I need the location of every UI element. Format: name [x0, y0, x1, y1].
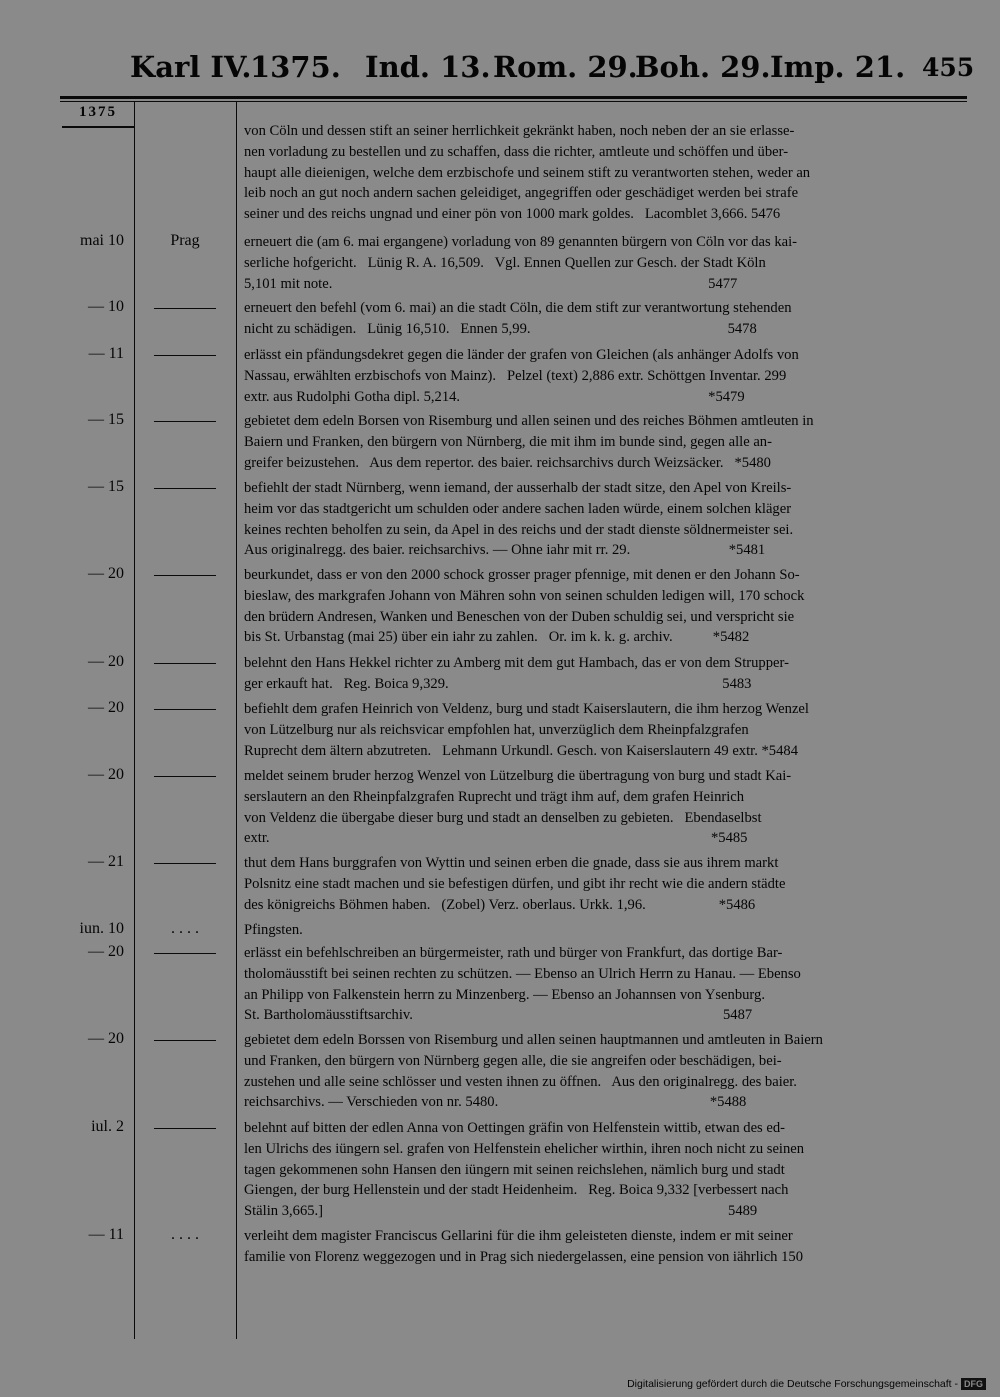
entry-text	[244, 411, 967, 473]
entry-line: greifer beizustehen. Aus dem repertor. des baier. reichsarchivs durch Weizsäcker. *5480	[244, 454, 771, 471]
entry-date: — 20	[88, 943, 124, 960]
entry-place	[140, 1118, 230, 1136]
running-header	[130, 50, 975, 90]
entry-place: . . . .	[171, 920, 199, 937]
entry-date: — 20	[88, 699, 124, 716]
entry-line: gebietet dem edeln Borsen von Risemburg und allen seinen und des reiches Böhmen amtleuten in	[244, 413, 814, 429]
entry-line: von Lützelburg nur als reichsvicar empfohlen hat, unverzüglich dem Rheinpfalzgrafen	[244, 721, 749, 738]
entry-place	[140, 766, 230, 784]
entry-place: Prag	[170, 232, 200, 249]
entry-place	[140, 565, 230, 583]
entry-text	[244, 1118, 967, 1222]
entry-line: bis St. Urbanstag (mai 25) über ein iahr zu zahlen. Or. im k. k. g. archiv. *5482	[244, 629, 750, 646]
ditto-dash	[154, 488, 216, 489]
entry-line: serliche hofgericht. Lünig R. A. 16,509. Vgl. Ennen Quellen zur Gesch. der Stadt Köln	[244, 254, 766, 271]
entry-line: von Cöln und dessen stift an seiner herrlichkeit gekränkt haben, noch neben der an sie erlasse-	[244, 123, 795, 139]
entry-place: . . . .	[171, 1226, 199, 1243]
entry-line: meldet seinem bruder herzog Wenzel von Lützelburg die übertragung von burg und stadt Kai-	[244, 768, 792, 784]
entry-line: erlässt ein befehlschreiben an bürgermeister, rath und bürger von Frankfurt, das dortige Bar-	[244, 945, 783, 961]
header-rule	[60, 96, 967, 99]
entry-text	[244, 232, 967, 294]
entry-line: befiehlt der stadt Nürnberg, wenn iemand, der ausserhalb der stadt sitze, den Apel von Kreils-	[244, 480, 792, 496]
entry-line: serslautern an den Rheinpfalzgrafen Ruprecht und trägt ihm auf, dem grafen Heinrich	[244, 788, 745, 805]
entry-line: und Franken, den bürgern von Nürnberg gegen alle, die sie angreifen oder beschädigen, bei-	[244, 1052, 782, 1069]
header-rom: Rom. 29.	[493, 50, 638, 84]
entry-date: — 10	[88, 298, 124, 315]
entry-place	[140, 699, 230, 717]
header-year: 1375.	[250, 50, 341, 84]
entry-line: befiehlt dem grafen Heinrich von Veldenz, burg und stadt Kaiserslautern, die ihm herzog Wenzel	[244, 701, 809, 717]
entry-text	[244, 345, 967, 407]
column-divider-date	[134, 102, 135, 1339]
entry-line: Baiern und Franken, den bürgern von Nürnberg, die mit ihm im bunde sind, gegen alle an-	[244, 433, 772, 450]
header-ruler: Karl IV.	[130, 50, 252, 84]
entry-text	[244, 943, 967, 1026]
ditto-dash	[154, 1040, 216, 1041]
entry-date: — 11	[88, 1226, 124, 1243]
ditto-dash	[154, 1128, 216, 1129]
ditto-dash	[154, 709, 216, 710]
entry-line: leib noch an gut noch andern sachen geleidiget, angegriffen oder geschädiget werden bei strafe	[244, 185, 799, 202]
entry-line: ger erkauft hat. Reg. Boica 9,329. 5483	[244, 675, 752, 692]
header-indiction: Ind. 13.	[365, 50, 491, 84]
entry-line: tagen gekommenen sohn Hansen den iüngern mit seinen reichslehen, nämlich burg und stadt	[244, 1161, 785, 1178]
entry-text	[244, 766, 967, 849]
entry-line: gebietet dem edeln Borssen von Risemburg und allen seinen hauptmannen und amtleuten in Baiern	[244, 1032, 823, 1048]
header-boh: Boh. 29.	[635, 50, 771, 84]
ditto-dash	[154, 953, 216, 954]
entry-text	[244, 699, 967, 761]
entry-place	[140, 1030, 230, 1048]
entry-line: beurkundet, dass er von den 2000 schock grosser prager pfennige, mit denen er den Johann So-	[244, 567, 800, 583]
ditto-dash	[154, 863, 216, 864]
header-rule-thin	[60, 101, 967, 102]
entry-line: Nassau, erwählten erzbischofs von Mainz). Pelzel (text) 2,886 extr. Schöttgen Inventar. 299	[244, 367, 787, 384]
column-divider-place	[236, 102, 237, 1339]
entry-line: haupt alle dieienigen, welche dem erzbischofe und seinem stift zu verantworten stehen, weder an	[244, 164, 811, 181]
page-number: 455	[922, 53, 975, 82]
ditto-dash	[154, 663, 216, 664]
ditto-dash	[154, 776, 216, 777]
year-box: 1375	[62, 104, 134, 128]
entry-line: belehnt den Hans Hekkel richter zu Amberg mit dem gut Hambach, das er von dem Strupper-	[244, 655, 789, 671]
entry-place	[140, 298, 230, 316]
entry-date: iul. 2	[91, 1118, 124, 1135]
entry-place	[140, 345, 230, 363]
entry-date: — 20	[88, 766, 124, 783]
dfg-logo: DFG	[961, 1378, 986, 1390]
entry-date: — 20	[88, 653, 124, 670]
entry-text	[244, 298, 967, 340]
entry-line: Aus originalregg. des baier. reichsarchivs. — Ohne iahr mit rr. 29. *5481	[244, 542, 766, 559]
ditto-dash	[154, 355, 216, 356]
ditto-dash	[154, 308, 216, 309]
entry-date: mai 10	[80, 232, 124, 249]
header-imp: Imp. 21.	[770, 50, 906, 84]
entry-line: erneuert den befehl (vom 6. mai) an die stadt Cöln, die dem stift zur verantwortung stehenden	[244, 300, 792, 316]
entry-line: 5,101 mit note. 5477	[244, 275, 738, 292]
entry-line: bieslaw, des markgrafen Johann von Mähren sohn von seinen schulden ledigen will, 170 schock	[244, 587, 805, 604]
entry-line: seiner und des reichs ungnad und einer pön von 1000 mark goldes. Lacomblet 3,666. 5476	[244, 206, 781, 223]
entry-date: — 20	[88, 565, 124, 582]
entry-text	[244, 565, 967, 648]
entry-place	[140, 411, 230, 429]
entry-line: nicht zu schädigen. Lünig 16,510. Ennen 5,99. 5478	[244, 320, 757, 337]
entry-date: iun. 10	[79, 920, 124, 937]
entry-line: Polsnitz eine stadt machen und sie befestigen dürfen, und gibt ihr recht wie die andern städte	[244, 875, 786, 892]
entry-date: — 20	[88, 1030, 124, 1047]
entry-date: — 21	[88, 853, 124, 870]
entry-line: nen vorladung zu bestellen und zu schaffen, dass die richter, amtleute und schöffen und über-	[244, 143, 789, 160]
entry-line: Stälin 3,665.] 5489	[244, 1203, 758, 1220]
entry-text	[244, 1226, 967, 1268]
entry-text	[244, 920, 967, 941]
entry-place	[140, 478, 230, 496]
entry-line: reichsarchivs. — Verschieden von nr. 5480. *5488	[244, 1094, 747, 1111]
entry-line: familie von Florenz weggezogen und in Prag sich niedergelassen, eine pension von iährlich 150	[244, 1248, 804, 1265]
entry-line: erlässt ein pfändungsdekret gegen die länder der grafen von Gleichen (als anhänger Adolfs von	[244, 347, 799, 363]
entry-line: tholomäusstift bei seinen rechten zu schützen. — Ebenso an Ulrich Herrn zu Hanau. — Ebenso	[244, 965, 801, 982]
footer-credit	[627, 1378, 986, 1390]
entry-text	[244, 478, 967, 561]
entry-line: Giengen, der burg Hellenstein und der stadt Heidenheim. Reg. Boica 9,332 [verbessert nach	[244, 1182, 789, 1199]
entry-line: St. Bartholomäusstiftsarchiv. 5487	[244, 1007, 753, 1024]
footer-text: Digitalisierung gefördert durch die Deutsche Forschungsgemeinschaft -	[627, 1378, 958, 1390]
entry-line: von Veldenz die übergabe dieser burg und stadt an denselben zu gebieten. Ebendaselbst	[244, 809, 762, 826]
entry-place	[140, 943, 230, 961]
entry-line: Ruprecht dem ältern abzutreten. Lehmann Urkundl. Gesch. von Kaiserslautern 49 extr. *5484	[244, 742, 798, 759]
ditto-dash	[154, 575, 216, 576]
entry-line: an Philipp von Falkenstein herrn zu Minzenberg. — Ebenso an Johannsen von Ysenburg.	[244, 986, 765, 1003]
entry-date: — 11	[88, 345, 124, 362]
entry-line: des königreichs Böhmen haben. (Zobel) Verz. oberlaus. Urkk. 1,96. *5486	[244, 896, 756, 913]
entry-place	[140, 653, 230, 671]
entry-text	[244, 121, 967, 225]
entry-line: erneuert die (am 6. mai ergangene) vorladung von 89 genannten bürgern von Cöln vor das kai-	[244, 234, 798, 250]
entry-place	[140, 853, 230, 871]
entry-line: zustehen und alle seine schlösser und vesten ihnen zu öffnen. Aus den originalregg. des baier.	[244, 1073, 797, 1090]
entry-date: — 15	[88, 478, 124, 495]
entry-line: Pfingsten.	[244, 922, 303, 938]
entry-line: keines rechten beholfen zu sein, da Apel in des reichs und der stadt dienste söldnermeister sei.	[244, 521, 794, 538]
entry-line: len Ulrichs des iüngern sel. grafen von Helfenstein ehelicher wirthin, ihren noch nicht zu seinen	[244, 1140, 805, 1157]
entry-line: verleiht dem magister Franciscus Gellarini für die ihm geleisteten dienste, indem er mit seiner	[244, 1228, 793, 1244]
entry-line: belehnt auf bitten der edlen Anna von Oettingen gräfin von Helfenstein wittib, etwan des ed-	[244, 1120, 786, 1136]
ditto-dash	[154, 421, 216, 422]
entry-line: den brüdern Andresen, Wanken und Beneschen von der Duben schuldig sei, und verspricht sie	[244, 608, 795, 625]
entry-text	[244, 853, 967, 915]
entry-text	[244, 653, 967, 695]
entry-line: thut dem Hans burggrafen von Wyttin und seinen erben die gnade, dass sie aus ihrem markt	[244, 855, 779, 871]
entry-line: heim vor das stadtgericht um schulden oder andere sachen laden würde, einem solchen kläger	[244, 500, 792, 517]
entry-date: — 15	[88, 411, 124, 428]
entry-line: extr. aus Rudolphi Gotha dipl. 5,214. *5479	[244, 388, 745, 405]
entry-line: extr. *5485	[244, 830, 748, 847]
entry-text	[244, 1030, 967, 1113]
